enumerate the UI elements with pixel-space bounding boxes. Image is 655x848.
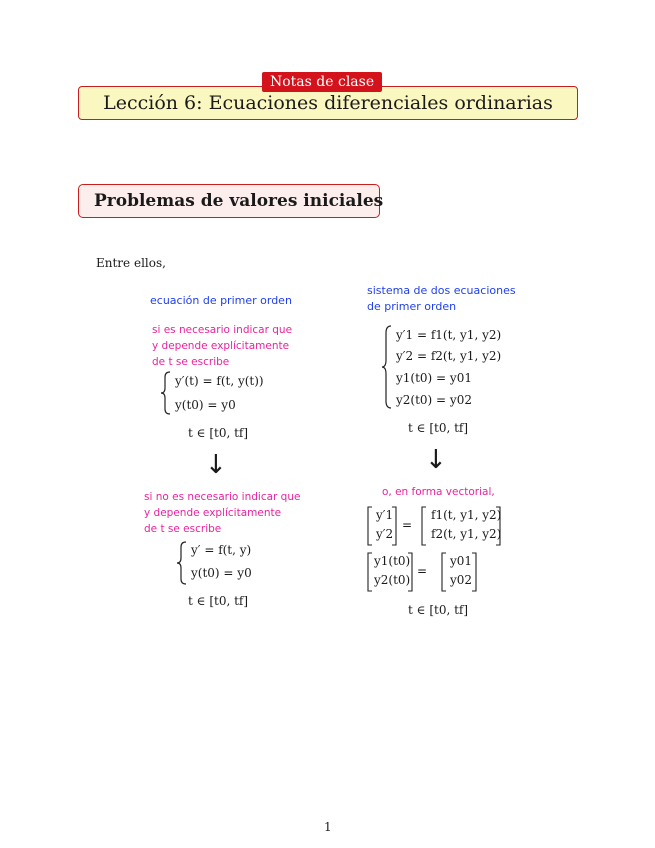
left-domain2: t ∈ [t0, tf] <box>188 594 249 608</box>
left-note1-line2: y depende explícitamente <box>152 340 290 352</box>
right-heading <box>367 283 516 315</box>
init-rhs-2: y02 <box>450 573 473 587</box>
vec-lhs-1: y′1 <box>376 508 394 522</box>
init-lhs-1: y1(t0) <box>374 554 411 568</box>
init-equals: = <box>417 564 428 578</box>
init-rhs-1: y01 <box>450 554 473 568</box>
intro-text: Entre ellos, <box>96 256 166 270</box>
right-brace <box>381 325 393 409</box>
right-heading-line1: sistema de dos ecuaciones <box>367 284 516 297</box>
init-rhs-matrix <box>441 552 477 592</box>
vec-rhs-2: f2(t, y1, y2) <box>431 527 502 541</box>
left-note2-line1: si no es necesario indicar que <box>144 491 301 503</box>
left-system2-eq2: y(t0) = y0 <box>191 566 252 580</box>
left-note2-line3: de t se escribe <box>144 523 222 535</box>
left-note2 <box>144 489 300 537</box>
right-domain2: t ∈ [t0, tf] <box>408 603 469 617</box>
left-note1-line3: de t se escribe <box>152 356 230 368</box>
vec-rhs-1: f1(t, y1, y2) <box>431 508 502 522</box>
right-system-eq2: y′2 = f2(t, y1, y2) <box>396 349 502 363</box>
left-down-arrow: ↓ <box>205 450 227 480</box>
section-title: Problemas de valores iniciales <box>78 184 380 218</box>
right-domain1: t ∈ [t0, tf] <box>408 421 469 435</box>
left-brace2 <box>176 541 188 585</box>
right-system-eq4: y2(t0) = y02 <box>396 393 472 407</box>
vector-note: o, en forma vectorial, <box>382 486 495 498</box>
right-system-eq1: y′1 = f1(t, y1, y2) <box>396 328 502 342</box>
left-note1 <box>152 322 292 370</box>
left-system1-eq1: y′(t) = f(t, y(t)) <box>175 374 264 388</box>
left-domain1: t ∈ [t0, tf] <box>188 426 249 440</box>
right-down-arrow: ↓ <box>425 445 447 475</box>
left-heading: ecuación de primer orden <box>150 294 292 307</box>
vec-lhs-matrix <box>367 506 397 546</box>
left-system2-eq1: y′ = f(t, y) <box>191 543 252 557</box>
left-note1-line1: si es necesario indicar que <box>152 324 293 336</box>
left-system1-eq2: y(t0) = y0 <box>175 398 236 412</box>
vec-lhs-2: y′2 <box>376 527 394 541</box>
right-system-eq3: y1(t0) = y01 <box>396 371 472 385</box>
notes-tag: Notas de clase <box>262 72 382 92</box>
left-brace1 <box>160 371 172 415</box>
init-lhs-2: y2(t0) <box>374 573 411 587</box>
right-heading-line2: de primer orden <box>367 300 457 313</box>
init-lhs-matrix <box>367 552 413 592</box>
lesson-title: Lección 6: Ecuaciones diferenciales ordinarias <box>78 86 578 120</box>
page-number: 1 <box>324 820 332 834</box>
vec-equals: = <box>402 518 413 532</box>
left-note2-line2: y depende explícitamente <box>144 507 282 519</box>
vec-rhs-matrix <box>421 506 501 546</box>
